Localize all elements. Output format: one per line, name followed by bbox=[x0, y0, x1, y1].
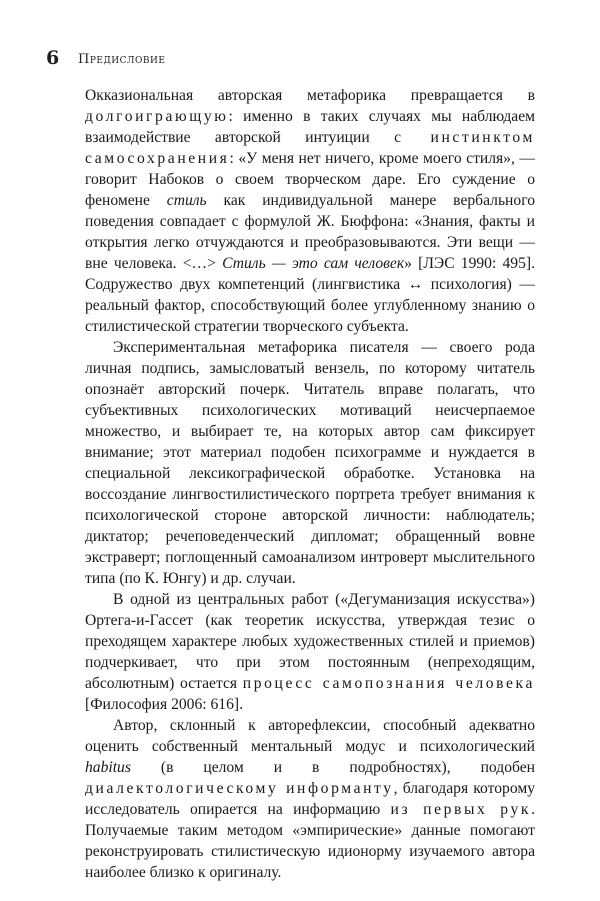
text-run: . Получаемые таким методом «эмпирические» данные помогают реконструировать стилистическую идионорму изучаемого автора наиболее близко к оригиналу. bbox=[85, 801, 535, 881]
text-run: Автор, склонный к авторефлексии, способный адекватно оценить собственный ментальный модус и психологический bbox=[85, 717, 535, 755]
body-text bbox=[85, 85, 535, 883]
italic-term: habitus bbox=[85, 759, 131, 776]
text-run: [Философия 2006: 616]. bbox=[85, 696, 243, 713]
spaced-emphasis: с инстинктом самосохранения bbox=[85, 129, 536, 167]
spaced-emphasis: диалектологическому информанту bbox=[85, 780, 394, 797]
spaced-emphasis: процесс самопознания человека bbox=[242, 675, 535, 692]
paragraph-1 bbox=[85, 85, 535, 337]
text-run: : «У меня нет ничего, кроме моего стиля», — говорит Набоков о своем творческом даре. Его суждение о феномене bbox=[85, 150, 535, 209]
text-run: , благодаря которому исследователь опирается на информацию bbox=[85, 780, 535, 818]
italic-term: стиль bbox=[166, 192, 207, 209]
text-run: (в целом и в подробностях), подобен bbox=[130, 759, 535, 776]
paragraph-2 bbox=[85, 337, 535, 589]
italic-term: Стиль — это сам человек bbox=[222, 255, 405, 272]
page-header bbox=[46, 44, 546, 70]
text-run: Экспериментальная метафорика писателя — своего рода личная подпись, замысловатый вензель, по которому читатель опознаёт авторский почерк. Читатель вправе полагать, что субъективных психологических мотиваций неисчерпаемое множество, и выбирает те, на которых автор сам фиксирует внимание; этот материал подобен психограмме и нуждается в специальной лексикографической обработке. Установка на воссоздание лингвостилистического портрета требует внимания к психологической стороне авторской личности: наблюдатель; диктатор; речеповеденческий дипломат; обращенный вовне экстраверт; поглощенный самоанализом интроверт мыслительного типа (по К. Юнгу) и др. случаи. bbox=[85, 339, 535, 587]
spaced-emphasis: долгоиграющую bbox=[85, 108, 229, 125]
spaced-emphasis: из первых рук bbox=[390, 801, 532, 818]
running-title: Предисловие bbox=[78, 52, 166, 67]
text-run: Окказиональная авторская метафорика превращается в bbox=[85, 87, 535, 104]
page-number: 6 bbox=[46, 47, 60, 69]
paragraph-4 bbox=[85, 715, 535, 883]
text-run: как индивидуальной манере вербального поведения совпадает с формулой Ж. Бюффона: «Знания, факты и открытия легко отчуждаются и преобразовываются. Эти вещи — вне человека. <…> bbox=[85, 192, 536, 272]
text-run: » [ЛЭС 1990: 495]. Содружество двух компетенций (лингвистика ↔ психология) — реальный фактор, способствующий более углубленному знанию о стилистической стратегии творческого субъекта. bbox=[85, 255, 535, 335]
text-run: : именно в таких случаях мы наблюдаем взаимодействие авторской интуиции bbox=[85, 108, 535, 146]
text-run: В одной из центральных работ («Дегуманизация искусства») Ортега-и-Гассет (как теоретик искусства, утверждая тезис о преходящем характере любых художественных стилей и приемов) подчеркивает, что при этом постоянным (непреходящим, абсолютным) остается bbox=[85, 591, 535, 692]
paragraph-3 bbox=[85, 589, 535, 715]
